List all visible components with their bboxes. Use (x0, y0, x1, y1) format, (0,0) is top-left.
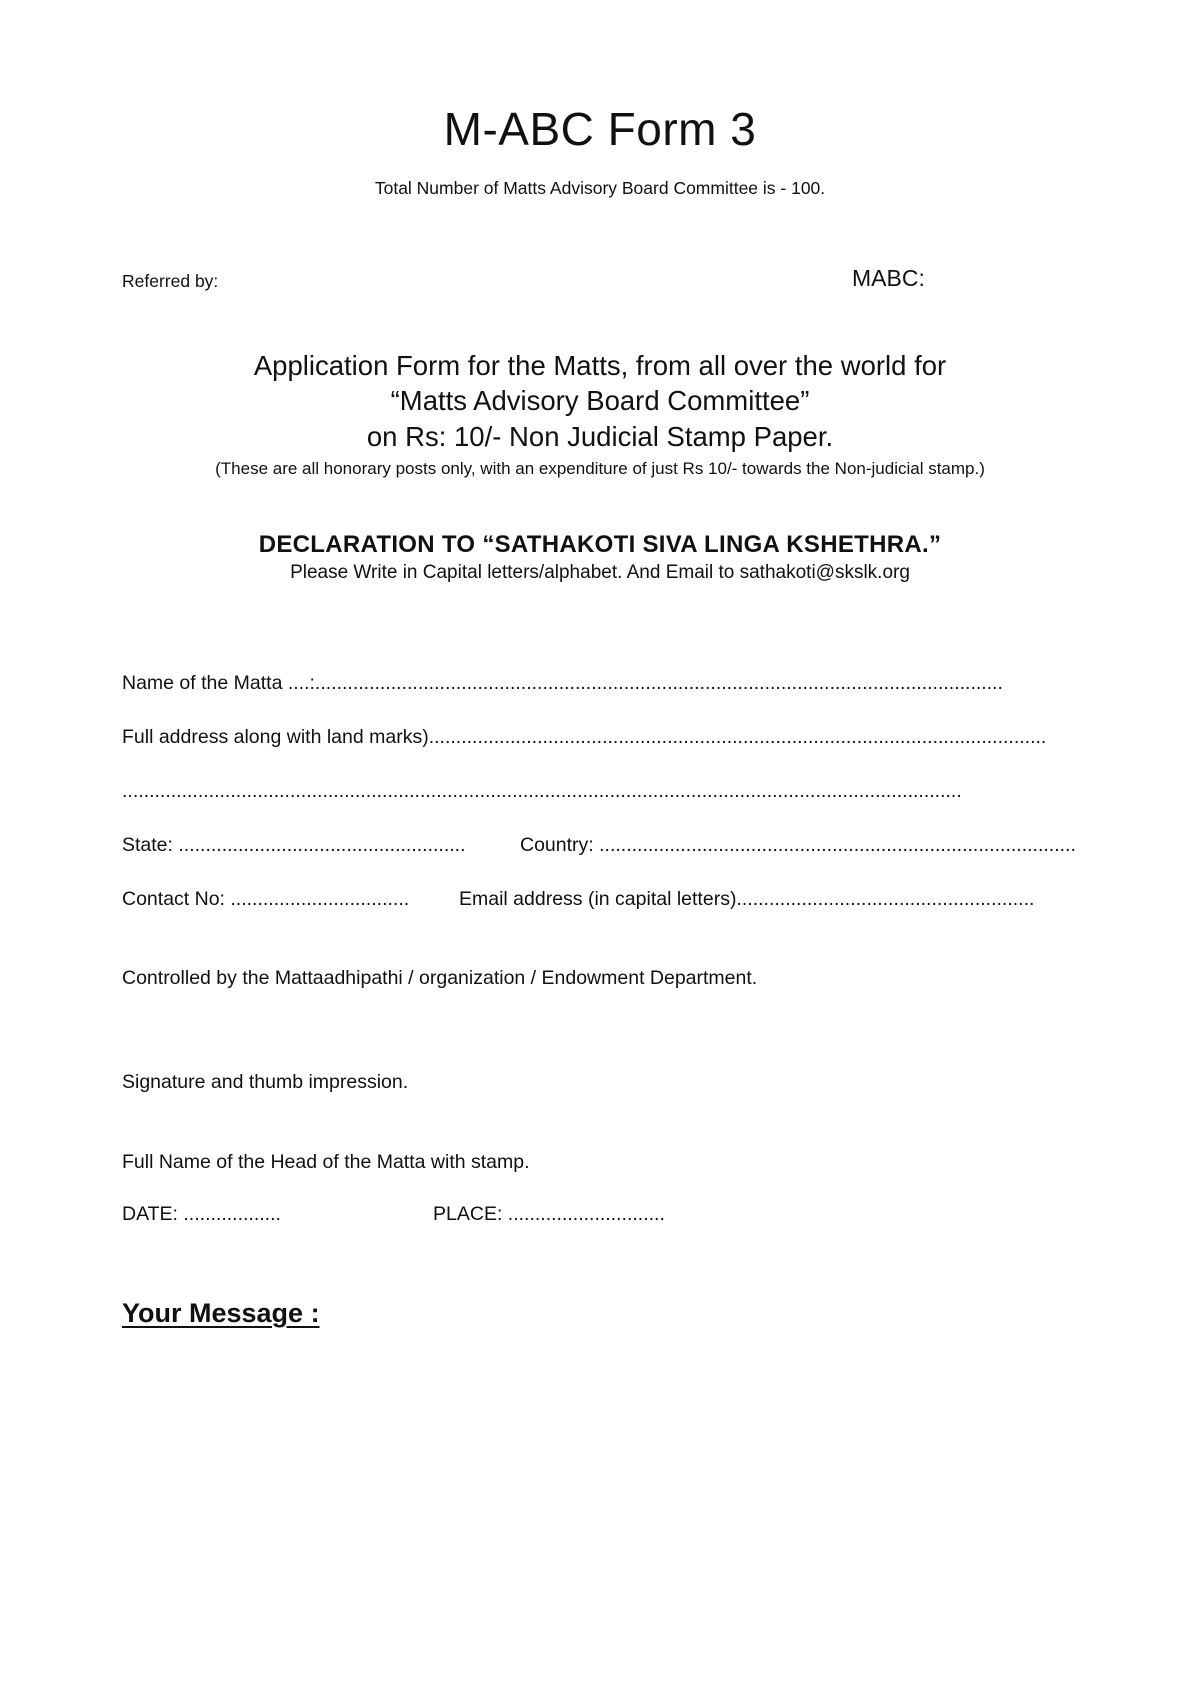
country-field: Country: ........................................................................................ (520, 834, 1076, 856)
email-field: Email address (in capital letters)....................................................... (459, 888, 1035, 910)
date-field: DATE: .................. (122, 1203, 281, 1225)
controlled-by-text: Controlled by the Mattaadhipathi / organization / Endowment Department. (122, 967, 758, 989)
declaration-heading: DECLARATION TO “SATHAKOTI SIVA LINGA KSHETHRA.” (258, 531, 942, 558)
declaration-instruction: Please Write in Capital letters/alphabet. And Email to sathakoti@skslk.org (290, 562, 910, 583)
committee-count-text: Total Number of Matts Advisory Board Committee is - 100. (374, 178, 826, 198)
mabc-label: MABC: (852, 265, 925, 291)
honorary-note: (These are all honorary posts only, with an expenditure of just Rs 10/- towards the Non-judicial stamp.) (215, 459, 985, 478)
application-heading-line-3: on Rs: 10/- Non Judicial Stamp Paper. (366, 421, 834, 452)
application-heading-line-2: “Matts Advisory Board Committee” (390, 385, 810, 416)
application-heading-line-1: Application Form for the Matts, from all over the world for (253, 350, 947, 381)
address-continuation-line: ........................................................................................................................................................... (122, 780, 962, 802)
signature-label: Signature and thumb impression. (122, 1071, 409, 1093)
head-name-label: Full Name of the Head of the Matta with stamp. (122, 1151, 530, 1173)
full-address-field: Full address along with land marks).................................................................................................................. (122, 726, 1047, 748)
name-of-matta-field: Name of the Matta ....:............................................................................................................................... (122, 672, 1003, 694)
referred-by-label: Referred by: (122, 271, 219, 291)
place-field: PLACE: ............................. (433, 1203, 665, 1225)
contact-no-field: Contact No: ................................. (122, 888, 410, 910)
page-title: M-ABC Form 3 (443, 103, 757, 155)
state-field: State: ..................................................... (122, 834, 466, 856)
your-message-heading: Your Message : (122, 1298, 320, 1328)
